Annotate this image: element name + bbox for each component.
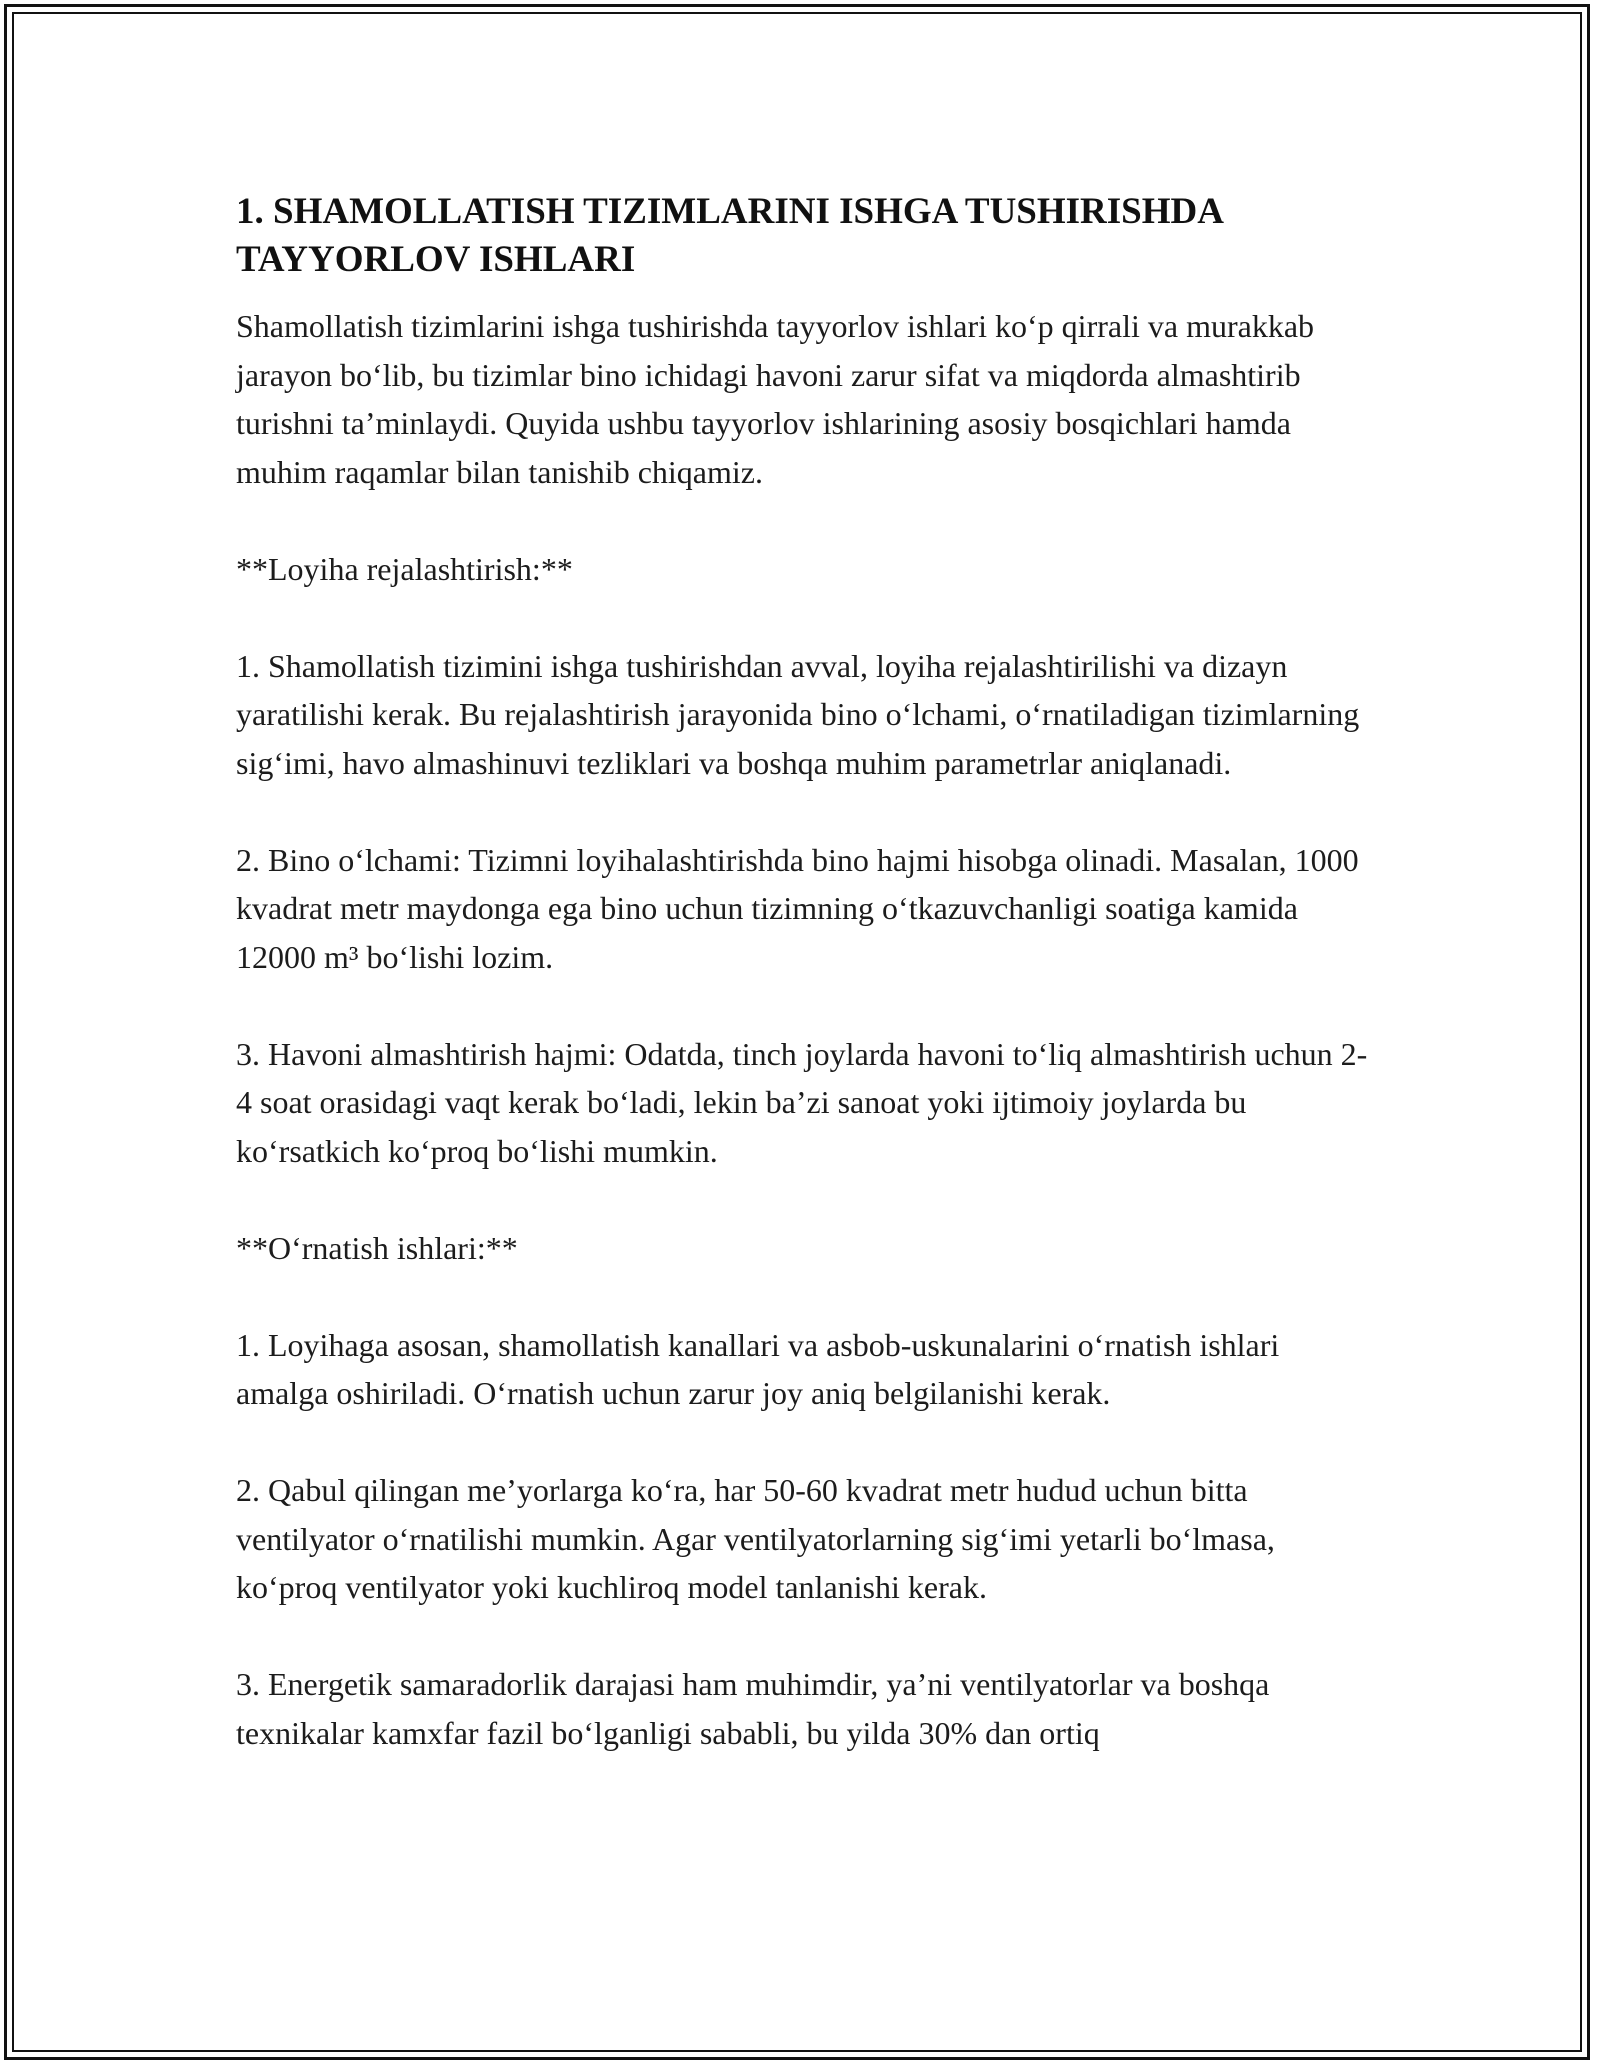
list-item: 1. Shamollatish tizimini ishga tushirishdan avval, loyiha rejalashtirilishi va dizayn yaratilishi kerak. Bu rejalashtirish jarayonida bino o‘lchami, o‘rnatiladigan tizimlarning sig‘imi, havo almashinuvi tezliklari va boshqa muhim parametrlar aniqlanadi. <box>236 647 1360 781</box>
paragraph-spacer <box>236 981 1376 1030</box>
section-heading-loyiha: **Loyiha rejalashtirish:** <box>236 550 573 587</box>
intro-paragraph: Shamollatish tizimlarini ishga tushirishda tayyorlov ishlari ko‘p qirrali va murakkab jarayon bo‘lib, bu tizimlar bino ichidagi havoni zarur sifat va miqdorda almashtirib turishni ta’minlaydi. Quyida ushbu tayyorlov ishlarining asosiy bosqichlari hamda muhim raqamlar bilan tanishib chiqamiz. <box>236 308 1315 490</box>
paragraph-spacer <box>236 496 1376 545</box>
list-item: 2. Qabul qilingan me’yorlarga ko‘ra, har 50-60 kvadrat metr hudud uchun bitta ventilyator o‘rnatilishi mumkin. Agar ventilyatorlarning sig‘imi yetarli bo‘lmasa, ko‘proq ventilyator yoki kuchliroq model tanlanishi kerak. <box>236 1472 1275 1605</box>
list-item: 3. Energetik samaradorlik darajasi ham muhimdir, ya’ni ventilyatorlar va boshqa texnikalar kamxfar fazil bo‘lganligi sababli, bu yilda 30% dan ortiq <box>236 1666 1270 1751</box>
document-body <box>236 188 1376 1757</box>
list-item: 1. Loyihaga asosan, shamollatish kanallari va asbob-uskunalarini o‘rnatish ishlari amalga oshiriladi. O‘rnatish uchun zarur joy aniq belgilanishi kerak. <box>236 1326 1280 1411</box>
document-title: 1. SHAMOLLATISH TIZIMLARINI ISHGA TUSHIRISHDA TAYYORLOV ISHLARI <box>236 191 1222 280</box>
paragraph-spacer <box>236 1612 1376 1661</box>
paragraph-spacer <box>236 1175 1376 1224</box>
list-item: 3. Havoni almashtirish hajmi: Odatda, tinch joylarda havoni to‘liq almashtirish uchun 2-4 soat orasidagi vaqt kerak bo‘ladi, lekin ba’zi sanoat yoki ijtimoiy joylarda bu ko‘rsatkich ko‘proq bo‘lishi mumkin. <box>236 1035 1368 1169</box>
section-heading-ornatish: **O‘rnatish ishlari:** <box>236 1229 518 1266</box>
paragraph-spacer <box>236 593 1376 642</box>
paragraph-spacer <box>236 787 1376 836</box>
paragraph-spacer <box>236 1418 1376 1467</box>
list-item: 2. Bino o‘lchami: Tizimni loyihalashtirishda bino hajmi hisobga olinadi. Masalan, 1000 kvadrat metr maydonga ega bino uchun tizimning o‘tkazuvchanligi soatiga kamida 12000 m³ bo‘lishi lozim. <box>236 841 1359 975</box>
paragraph-spacer <box>236 1272 1376 1321</box>
